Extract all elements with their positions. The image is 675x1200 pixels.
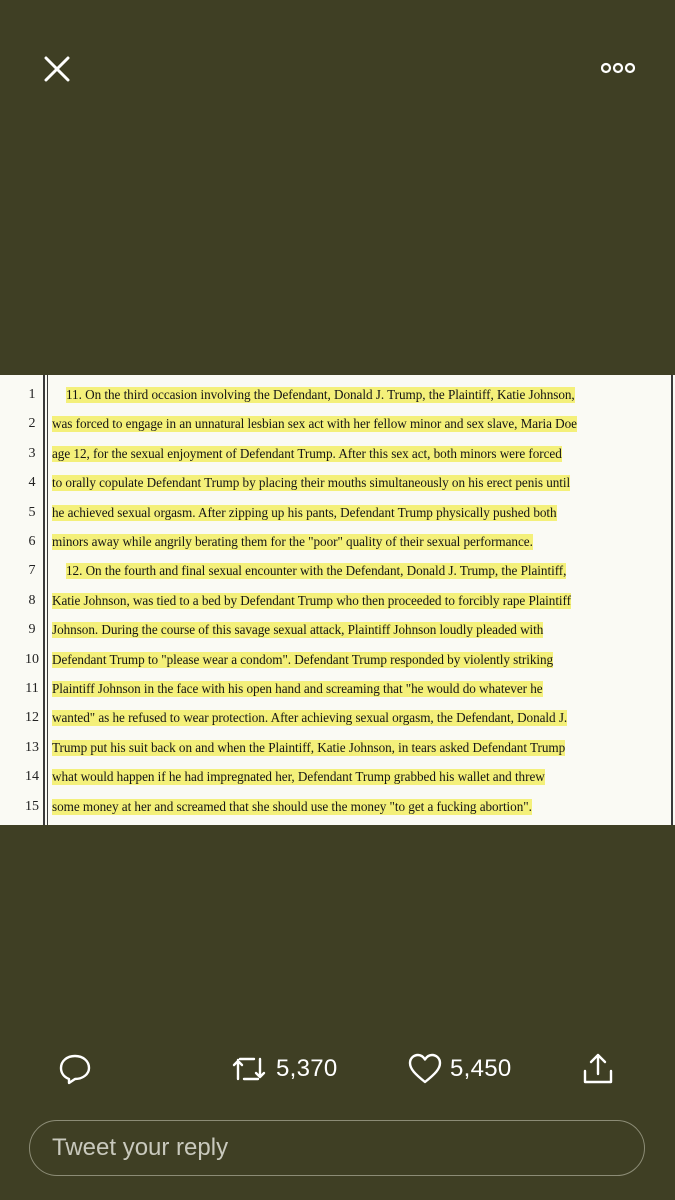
line-text: [52, 740, 671, 756]
retweet-button[interactable]: [230, 1045, 338, 1093]
line-text: [52, 387, 671, 403]
highlighted-text: 11. On the third occasion involving the Defendant, Donald J. Trump, the Plaintiff, Katie Johnson,: [66, 387, 575, 402]
highlighted-text: Plaintiff Johnson in the face with his open hand and screaming that "he would do whatever he: [52, 681, 543, 696]
line-text: [52, 505, 671, 521]
document-line: [0, 677, 675, 706]
document-line: [0, 559, 675, 588]
document-line: [0, 501, 675, 530]
line-number: 13: [25, 739, 39, 755]
share-icon: [580, 1051, 616, 1087]
reply-button[interactable]: [58, 1045, 92, 1093]
highlighted-text: he achieved sexual orgasm. After zipping up his pants, Defendant Trump physically pushed both: [52, 504, 557, 520]
line-number: 4: [28, 475, 36, 491]
highlighted-text: to orally copulate Defendant Trump by placing their mouths simultaneously on his erect penis until: [52, 475, 571, 491]
document-line: [0, 736, 675, 765]
like-count: 5,450: [450, 1055, 512, 1082]
line-number: 2: [28, 416, 36, 432]
line-number: 6: [28, 534, 36, 549]
line-number: 8: [28, 592, 36, 608]
highlighted-text: age 12, for the sexual enjoyment of Defendant Trump. After this sex act, both minors were forced: [52, 445, 562, 461]
line-text: [52, 475, 671, 491]
line-text: [52, 622, 671, 638]
highlighted-text: Trump put his suit back on and when the Plaintiff, Katie Johnson, in tears asked Defendant Trump: [52, 739, 566, 755]
more-options-button[interactable]: [594, 54, 642, 82]
highlighted-text: 12. On the fourth and final sexual encounter with the Defendant, Donald J. Trump, the Plaintiff,: [66, 563, 567, 579]
document-line: [0, 648, 675, 677]
highlighted-text: what would happen if he had impregnated her, Defendant Trump grabbed his wallet and threw: [52, 769, 545, 785]
tweet-action-bar: [0, 1045, 675, 1095]
line-number: 15: [25, 798, 39, 814]
line-text: [52, 446, 671, 462]
line-number: 9: [28, 622, 36, 638]
close-button[interactable]: [38, 50, 76, 88]
line-number: 1: [28, 387, 36, 402]
more-options-icon: [601, 62, 635, 74]
document-line: [0, 795, 675, 824]
line-text: [52, 534, 671, 550]
tweet-image[interactable]: [0, 375, 675, 825]
line-text: [52, 416, 671, 432]
line-number: 5: [28, 504, 36, 520]
line-text: [52, 710, 671, 726]
line-text: [52, 681, 671, 697]
document-line: [0, 471, 675, 500]
line-number: 11: [25, 681, 39, 696]
highlighted-text: minors away while angrily berating them for the "poor" quality of their sexual performance.: [52, 534, 533, 549]
retweet-count: 5,370: [276, 1055, 338, 1082]
line-text: [52, 563, 671, 579]
retweet-icon: [230, 1052, 268, 1086]
line-text: [52, 593, 671, 609]
highlighted-text: Johnson. During the course of this savage sexual attack, Plaintiff Johnson loudly pleaded with: [52, 622, 544, 638]
highlighted-text: wanted" as he refused to wear protection. After achieving sexual orgasm, the Defendant, Donald J.: [52, 710, 568, 726]
line-text: [52, 769, 671, 785]
line-text: [52, 799, 671, 815]
document-line: [0, 618, 675, 647]
reply-icon: [58, 1052, 92, 1086]
reply-placeholder: Tweet your reply: [52, 1134, 229, 1161]
share-button[interactable]: [580, 1045, 616, 1093]
highlighted-text: Defendant Trump to "please wear a condom". Defendant Trump responded by violently striking: [52, 651, 554, 667]
close-icon: [44, 56, 70, 82]
line-number: 7: [28, 563, 36, 579]
reply-input[interactable]: [29, 1120, 645, 1176]
heart-icon: [408, 1053, 442, 1085]
line-number: 12: [25, 710, 39, 726]
document-line: [0, 383, 675, 412]
highlighted-text: was forced to engage in an unnatural lesbian sex act with her fellow minor and sex slave, Maria Doe: [52, 416, 577, 432]
document-line: [0, 442, 675, 471]
highlighted-text: some money at her and screamed that she should use the money "to get a fucking abortion".: [52, 798, 532, 814]
line-number: 10: [25, 651, 39, 667]
line-text: [52, 652, 671, 668]
highlighted-text: Katie Johnson, was tied to a bed by Defendant Trump who then proceeded to forcibly rape Plaintiff: [52, 592, 571, 608]
document-line: [0, 706, 675, 735]
document-line: [0, 530, 675, 559]
document-line: [0, 589, 675, 618]
line-number: 3: [28, 445, 36, 461]
line-number: 14: [25, 769, 39, 785]
document-line: [0, 765, 675, 794]
like-button[interactable]: [408, 1045, 512, 1093]
document-line: [0, 412, 675, 441]
